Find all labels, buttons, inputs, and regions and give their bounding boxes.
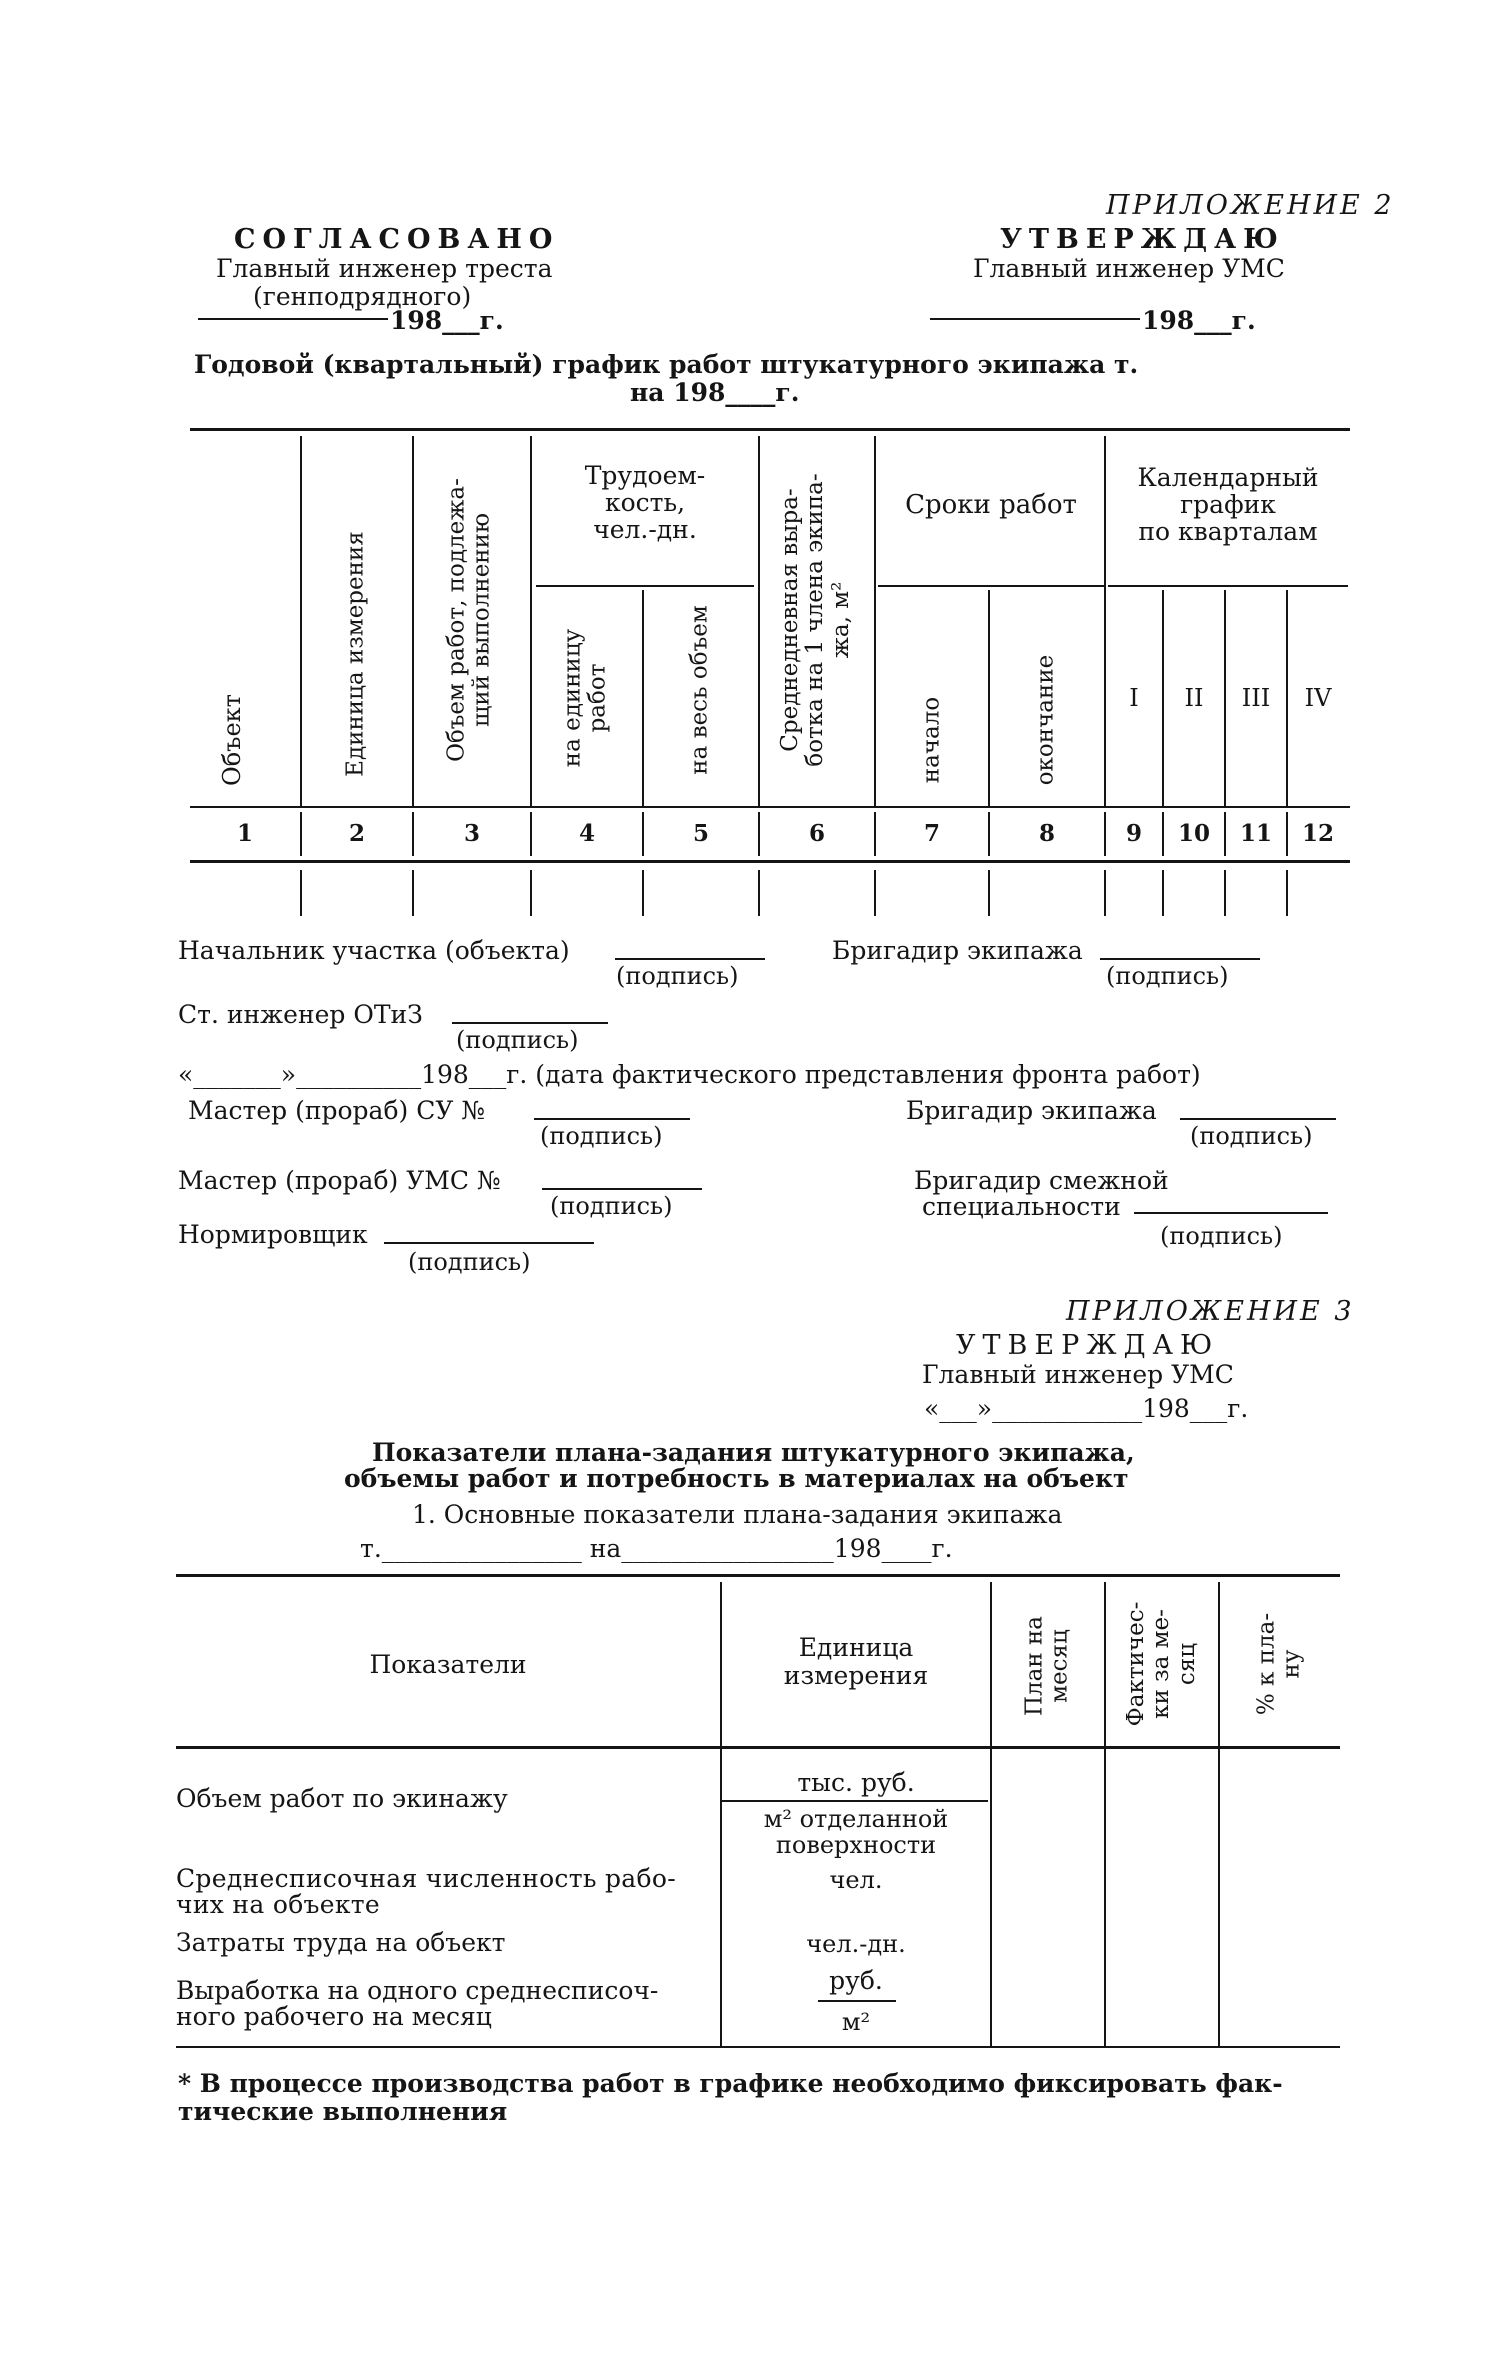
header-total: на весь объем [686,605,713,775]
approve-title: УТВЕРЖДАЮ [1000,224,1285,255]
row-label: Выработка на одного среднесписоч- ного рабочего на месяц [176,1976,659,2032]
row-unit: чел.-дн. [806,1930,906,1958]
sig-podpis: (подпись) [550,1192,673,1220]
sig-podpis: (подпись) [1190,1122,1313,1150]
sig-blank [384,1242,594,1244]
header-volume: Объем работ, подлежа- щий выполнению [443,478,495,762]
col-number: 4 [578,820,595,847]
appendix-3-label: ПРИЛОЖЕНИЕ 3 [1066,1296,1355,1327]
row-unit-top: руб. [829,1966,883,1995]
agreed-position: Главный инженер треста [216,254,553,283]
sig-podpis: (подпись) [540,1122,663,1150]
app3-heading-1: Показатели плана-задания штукатурного экипажа, [372,1438,1135,1467]
approve-position: Главный инженер УМС [973,254,1285,283]
sig-master-ums: Мастер (прораб) УМС № [178,1166,501,1195]
sig-master-su: Мастер (прораб) СУ № [188,1096,486,1125]
sig-podpis: (подпись) [616,962,739,990]
sig-podpis: (подпись) [1160,1222,1283,1250]
sig-blank [534,1118,690,1120]
col-indicators: Показатели [369,1650,527,1679]
col-number: 10 [1177,820,1210,847]
col-number: 12 [1301,820,1334,847]
header-calendar: Календарный график по кварталам [1137,463,1319,546]
agreed-org: (генподрядного) [253,282,472,311]
col-unit: Единица измерения [783,1633,929,1690]
sig-brigadier: Бригадир экипажа [906,1096,1157,1125]
app3-heading-2: объемы работ и потребность в материалах на объект [344,1464,1129,1493]
row-unit-top: тыс. руб. [797,1768,915,1797]
quarter-1: I [1129,684,1139,712]
sig-podpis: (подпись) [1106,962,1229,990]
col-number: 5 [692,820,709,847]
approve3-title: УТВЕРЖДАЮ [956,1330,1220,1361]
col-number: 7 [923,820,940,847]
approve3-date: «___»____________198___г. [924,1394,1249,1423]
row-unit-bottom: м² [841,2008,871,2036]
col-number: 3 [463,820,480,847]
agreed-date: 198___г. [390,306,504,335]
quarter-2: II [1184,684,1204,712]
sig-podpis: (подпись) [408,1248,531,1276]
sig-blank [1134,1212,1328,1214]
sig-brigadier-adjacent: Бригадир смежной [914,1166,1169,1195]
col-number: 9 [1125,820,1142,847]
header-unit: Единица измерения [342,531,369,777]
header-object: Объект [217,694,246,786]
approve3-position: Главный инженер УМС [922,1360,1234,1389]
row-label: Объем работ по экинажу [176,1784,508,1813]
sig-blank [542,1188,702,1190]
col-percent: % к пла- ну [1253,1612,1305,1716]
header-labor: Трудоем- кость, чел.-дн. [584,461,706,544]
app3-section: 1. Основные показатели плана-задания экипажа [412,1500,1063,1529]
col-fact: Фактичес- ки за ме- сяц [1123,1601,1200,1727]
app3-t-line: т.________________ на_________________198____г. [360,1534,953,1563]
sig-brigadier-adjacent-2: специальности [922,1192,1121,1221]
sig-blank [1180,1118,1336,1120]
col-number: 6 [808,820,825,847]
row-unit: чел. [829,1866,883,1894]
col-number: 1 [236,820,253,847]
header-terms: Сроки работ [905,490,1077,520]
approve-date: 198___г. [1142,306,1256,335]
header-start: начало [918,696,945,784]
fraction-bar [818,2000,896,2002]
sig-senior-engineer: Ст. инженер ОТиЗ [178,1000,423,1029]
row-unit-bottom: м² отделанной поверхности [763,1805,949,1860]
sig-section-head: Начальник участка (объекта) [178,936,570,965]
row-label: Среднесписочная численность рабо- чих на объекте [176,1864,676,1920]
col-number: 2 [348,820,365,847]
agreed-title: СОГЛАСОВАНО [234,224,560,255]
sig-date-line: «_______»__________198___г. (дата фактического представления фронта работ) [178,1060,1201,1089]
col-plan: План на месяц [1021,1615,1073,1717]
sig-podpis: (подпись) [456,1026,579,1054]
row-label: Затраты труда на объект [176,1928,506,1957]
appendix-2-label: ПРИЛОЖЕНИЕ 2 [1106,190,1395,221]
header-end: окончание [1032,654,1059,786]
col-number: 8 [1038,820,1055,847]
schedule-heading-year: на 198____г. [630,378,800,407]
sig-normer: Нормировщик [178,1220,368,1249]
sig-blank [615,958,765,960]
approve-date-blank [930,318,1140,320]
quarter-4: IV [1304,684,1332,712]
col-number: 11 [1239,820,1272,847]
sig-blank [452,1022,608,1024]
sig-blank [1100,958,1260,960]
header-per-unit: на единицу работ [559,628,611,768]
agreed-date-blank [198,318,388,320]
header-output: Среднедневная выра- ботка на 1 члена экипа- жа, м² [777,473,854,767]
schedule-heading: Годовой (квартальный) график работ штукатурного экипажа т. [194,350,1139,379]
sig-brigadier: Бригадир экипажа [832,936,1083,965]
quarter-3: III [1241,684,1271,712]
footnote: * В процессе производства работ в графике необходимо фиксировать фак- тические выполнения [178,2069,1283,2126]
